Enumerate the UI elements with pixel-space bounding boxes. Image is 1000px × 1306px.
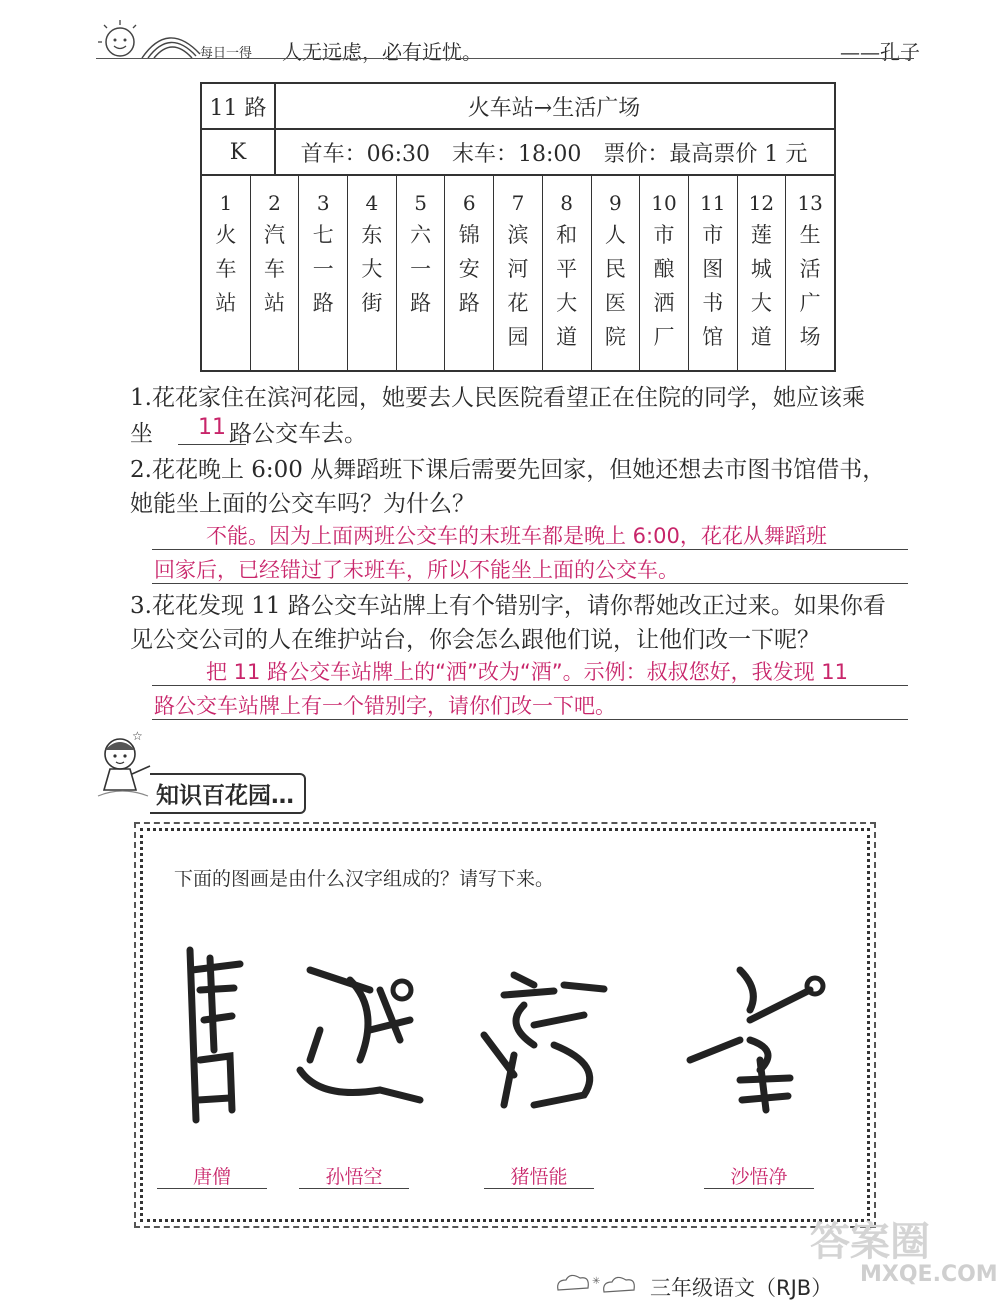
bus-stop — [689, 176, 738, 370]
stop-name: 生活广场 — [799, 223, 821, 349]
question-3-answer-line-1: 把 11 路公交车站牌上的“洒”改为“酒”。示例：叔叔您好，我发现 11 — [206, 660, 848, 684]
bus-stop — [202, 176, 251, 370]
route-code: K — [202, 130, 276, 174]
motto-text: 人无远虑，必有近忧。 — [282, 40, 482, 64]
stop-number: 7 — [511, 191, 525, 215]
stop-number: 2 — [268, 191, 281, 215]
cloud-decoration-icon — [548, 1268, 648, 1298]
bus-stop — [251, 176, 300, 370]
stop-name: 莲城大道 — [750, 223, 772, 349]
stop-name: 人民医院 — [604, 223, 626, 349]
question-1-answer: 11 — [198, 415, 226, 440]
question-1-line-1: 1.花花家住在滨河花园，她要去人民医院看望正在住院的同学，她应该乘 — [130, 385, 865, 411]
bus-stop — [640, 176, 689, 370]
stop-number: 10 — [651, 191, 677, 215]
question-1-line-2 — [130, 416, 920, 452]
answer-line — [152, 583, 908, 584]
stop-name: 和平大道 — [556, 223, 578, 349]
answer-line — [152, 719, 908, 720]
watermark-url: MXQE.COM — [860, 1262, 998, 1287]
stop-number: 6 — [462, 191, 476, 215]
question-3-line-1: 3.花花发现 11 路公交车站牌上有个错别字，请你帮她改正过来。如果你看 — [130, 593, 886, 619]
bus-stop — [786, 176, 834, 370]
mascot-icon — [92, 728, 156, 800]
stop-number: 12 — [748, 191, 775, 215]
stops-row — [200, 174, 836, 372]
caption-sha-wujing: 沙悟净 — [730, 1166, 788, 1188]
bus-route-table — [200, 82, 836, 372]
bus-stop — [494, 176, 543, 370]
route-direction: 火车站→生活广场 — [467, 95, 641, 121]
bus-stop — [738, 176, 787, 370]
question-3-line-2: 见公交公司的人在维护站台，你会怎么跟他们说，让他们改一下呢？ — [130, 627, 820, 653]
question-1-suffix: 路公交车去。 — [229, 421, 367, 447]
caption-tang-seng: 唐僧 — [192, 1166, 231, 1188]
question-1-prefix: 坐 — [130, 421, 153, 447]
caption-zhu-wuneng: 猪悟能 — [510, 1166, 568, 1188]
stop-number: 3 — [316, 191, 330, 215]
stop-name: 汽车站 — [264, 223, 286, 315]
bus-stop — [592, 176, 641, 370]
caption-sun-wukong: 孙悟空 — [325, 1166, 383, 1188]
bus-stop — [397, 176, 446, 370]
stop-number: 8 — [560, 191, 574, 215]
stop-name: 火车站 — [215, 223, 237, 315]
motto-tag: 每日一得 — [200, 46, 253, 61]
stop-name: 锦安路 — [458, 223, 480, 315]
answer-line — [152, 549, 908, 550]
question-2-answer-line-1: 不能。因为上面两班公交车的末班车都是晚上 6:00，花花从舞蹈班 — [206, 524, 827, 548]
sha-wujing-calligraphy-image — [680, 960, 830, 1120]
header-divider — [96, 58, 914, 59]
stop-number: 4 — [365, 191, 379, 215]
question-2-answer-line-2: 回家后，已经错过了末班车，所以不能坐上面的公交车。 — [154, 558, 679, 582]
svg-text:✳: ✳ — [592, 1276, 601, 1287]
stop-number: 11 — [699, 191, 726, 215]
stop-name: 市酿洒厂 — [653, 223, 675, 349]
stop-name: 七一路 — [312, 223, 334, 315]
schedule-text: 首车：06:30 末车：18:00 票价：最高票价 1 元 — [300, 141, 808, 167]
answer-line — [152, 685, 908, 686]
caption-line — [484, 1188, 594, 1189]
svg-text:☆: ☆ — [132, 729, 143, 743]
bus-stop — [299, 176, 348, 370]
caption-line — [157, 1188, 267, 1189]
knowledge-prompt: 下面的图画是由什么汉字组成的？请写下来。 — [174, 868, 555, 890]
stop-name: 东大街 — [361, 223, 383, 315]
question-2-line-2: 她能坐上面的公交车吗？为什么？ — [130, 491, 475, 517]
bus-stop — [445, 176, 494, 370]
question-2-line-1: 2.花花晚上 6:00 从舞蹈班下课后需要先回家，但她还想去市图书馆借书， — [130, 457, 886, 483]
caption-line — [299, 1188, 409, 1189]
question-3-answer-line-2: 路公交车站牌上有一个错别字，请你们改一下吧。 — [154, 694, 616, 718]
stop-number: 1 — [219, 191, 233, 215]
knowledge-title: 知识百花园… — [150, 773, 306, 814]
sun-wukong-calligraphy-image — [290, 950, 430, 1110]
stop-name: 市图书馆 — [702, 223, 724, 349]
stop-number: 5 — [414, 191, 427, 215]
tang-seng-calligraphy-image — [170, 930, 250, 1130]
stop-number: 9 — [608, 191, 622, 215]
caption-line — [704, 1188, 814, 1189]
bus-stop — [348, 176, 397, 370]
stop-name: 六一路 — [410, 223, 432, 315]
stops-list — [202, 176, 834, 370]
footer-label: 三年级语文（RJB） — [650, 1276, 833, 1300]
sun-rainbow-icon — [96, 14, 206, 62]
schedule-row — [200, 128, 836, 176]
answer-blank-line — [178, 444, 246, 445]
route-number: 11 路 — [202, 84, 276, 128]
stop-name: 滨河花园 — [507, 223, 529, 349]
watermark-logo: 答案圈 — [810, 1219, 930, 1265]
stop-number: 13 — [797, 191, 823, 215]
route-row — [200, 82, 836, 130]
motto-author: ——孔子 — [840, 40, 920, 64]
zhu-bajie-calligraphy-image — [474, 955, 624, 1115]
bus-stop — [543, 176, 592, 370]
